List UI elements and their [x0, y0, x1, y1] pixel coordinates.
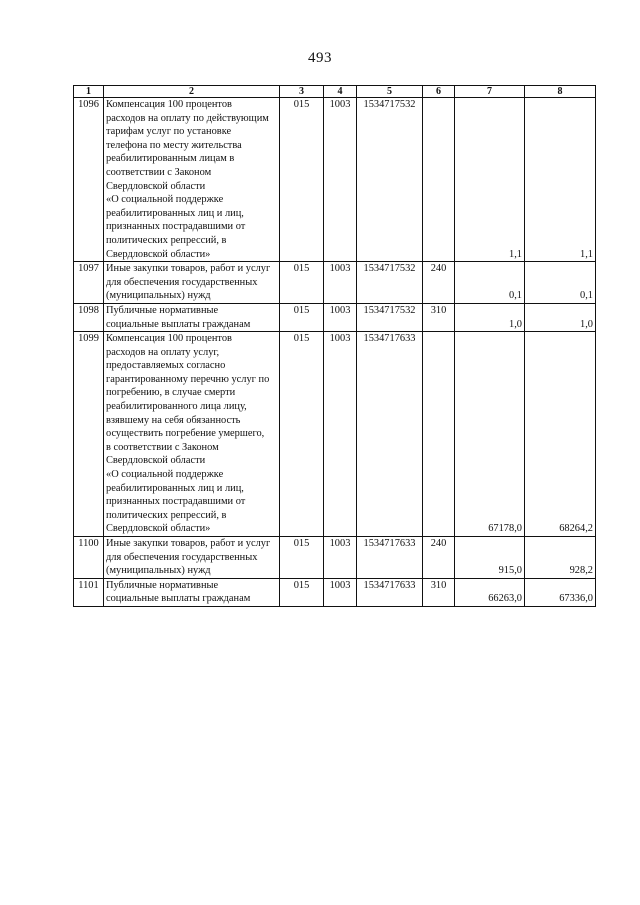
section-code: 1003 [324, 537, 357, 579]
column-header: 3 [280, 86, 324, 98]
amount-year-2: 1,1 [525, 98, 596, 262]
description-line: реабилитированных лиц и лиц, [106, 207, 244, 219]
table-row [74, 98, 596, 262]
amount-year-2: 1,0 [525, 303, 596, 331]
row-number: 1096 [74, 98, 104, 262]
description-line: для обеспечения государственных [106, 276, 258, 288]
amount-year-1: 0,1 [455, 262, 525, 304]
section-code: 1003 [324, 332, 357, 537]
target-article-code: 1534717633 [357, 537, 423, 579]
description-line: расходов на оплату по действующим [106, 112, 269, 124]
ministry-code: 015 [280, 262, 324, 304]
row-description [104, 303, 280, 331]
amount-year-1: 1,0 [455, 303, 525, 331]
description-line: соответствии с Законом [106, 166, 212, 178]
description-line: реабилитированным лицам в [106, 153, 235, 165]
expense-type-code: 240 [423, 537, 455, 579]
table-row [74, 537, 596, 579]
description-line: реабилитированных лиц и лиц, [106, 482, 244, 494]
section-code: 1003 [324, 98, 357, 262]
table-row [74, 332, 596, 537]
row-number: 1099 [74, 332, 104, 537]
page-number: 493 [308, 50, 332, 66]
description-line: Компенсация 100 процентов [106, 333, 232, 345]
row-description [104, 262, 280, 304]
description-line: для обеспечения государственных [106, 551, 258, 563]
section-code: 1003 [324, 578, 357, 606]
description-line: тарифам услуг по установке [106, 126, 232, 138]
ministry-code: 015 [280, 98, 324, 262]
row-number: 1097 [74, 262, 104, 304]
description-line: «О социальной поддержке [106, 469, 224, 481]
amount-year-2: 0,1 [525, 262, 596, 304]
amount-year-2: 68264,2 [525, 332, 596, 537]
description-line: (муниципальных) нужд [106, 290, 211, 302]
expense-type-code: 240 [423, 262, 455, 304]
column-header: 7 [455, 86, 525, 98]
budget-table [73, 85, 596, 607]
description-line: политических репрессий, в [106, 234, 227, 246]
amount-year-2: 67336,0 [525, 578, 596, 606]
target-article-code: 1534717633 [357, 332, 423, 537]
description-line: социальные выплаты гражданам [106, 318, 251, 330]
table-row [74, 578, 596, 606]
column-header: 5 [357, 86, 423, 98]
amount-year-1: 915,0 [455, 537, 525, 579]
description-line: гарантированному перечню услуг по [106, 373, 270, 385]
description-line: признанных пострадавшими от [106, 496, 246, 508]
description-line: социальные выплаты гражданам [106, 593, 251, 605]
row-number: 1100 [74, 537, 104, 579]
expense-type-code [423, 332, 455, 537]
column-header: 2 [104, 86, 280, 98]
table-row [74, 303, 596, 331]
description-line: расходов на оплату услуг, [106, 346, 220, 358]
expense-type-code: 310 [423, 578, 455, 606]
description-line: Свердловской области [106, 180, 206, 192]
column-header: 1 [74, 86, 104, 98]
column-header: 6 [423, 86, 455, 98]
ministry-code: 015 [280, 578, 324, 606]
description-line: Свердловской области [106, 455, 206, 467]
ministry-code: 015 [280, 332, 324, 537]
row-description [104, 98, 280, 262]
row-number: 1101 [74, 578, 104, 606]
ministry-code: 015 [280, 303, 324, 331]
target-article-code: 1534717532 [357, 98, 423, 262]
description-line: (муниципальных) нужд [106, 565, 211, 577]
description-line: взявшему на себя обязанность [106, 414, 241, 426]
amount-year-1: 66263,0 [455, 578, 525, 606]
description-line: осуществить погребение умершего, [106, 428, 265, 440]
column-header: 8 [525, 86, 596, 98]
section-code: 1003 [324, 262, 357, 304]
description-line: Компенсация 100 процентов [106, 99, 232, 110]
description-line: реабилитированного лица лицу, [106, 401, 247, 413]
amount-year-2: 928,2 [525, 537, 596, 579]
ministry-code: 015 [280, 537, 324, 579]
section-code: 1003 [324, 303, 357, 331]
row-description [104, 537, 280, 579]
amount-year-1: 1,1 [455, 98, 525, 262]
description-line: Свердловской области» [106, 523, 211, 535]
expense-type-code: 310 [423, 303, 455, 331]
description-line: Иные закупки товаров, работ и услуг [106, 263, 271, 275]
target-article-code: 1534717633 [357, 578, 423, 606]
description-line: признанных пострадавшими от [106, 221, 246, 233]
description-line: Публичные нормативные [106, 304, 219, 316]
row-number: 1098 [74, 303, 104, 331]
description-line: предоставляемых согласно [106, 360, 226, 372]
description-line: Публичные нормативные [106, 579, 219, 591]
row-description [104, 578, 280, 606]
expense-type-code [423, 98, 455, 262]
table-row [74, 262, 596, 304]
description-line: телефона по месту жительства [106, 139, 242, 151]
table-body [74, 98, 596, 607]
row-description [104, 332, 280, 537]
table-header-row [74, 86, 596, 98]
description-line: политических репрессий, в [106, 509, 227, 521]
description-line: погребению, в случае смерти [106, 387, 236, 399]
target-article-code: 1534717532 [357, 303, 423, 331]
description-line: Иные закупки товаров, работ и услуг [106, 538, 271, 549]
column-header: 4 [324, 86, 357, 98]
amount-year-1: 67178,0 [455, 332, 525, 537]
target-article-code: 1534717532 [357, 262, 423, 304]
description-line: в соответствии с Законом [106, 441, 219, 453]
description-line: «О социальной поддержке [106, 194, 224, 206]
description-line: Свердловской области» [106, 248, 211, 260]
